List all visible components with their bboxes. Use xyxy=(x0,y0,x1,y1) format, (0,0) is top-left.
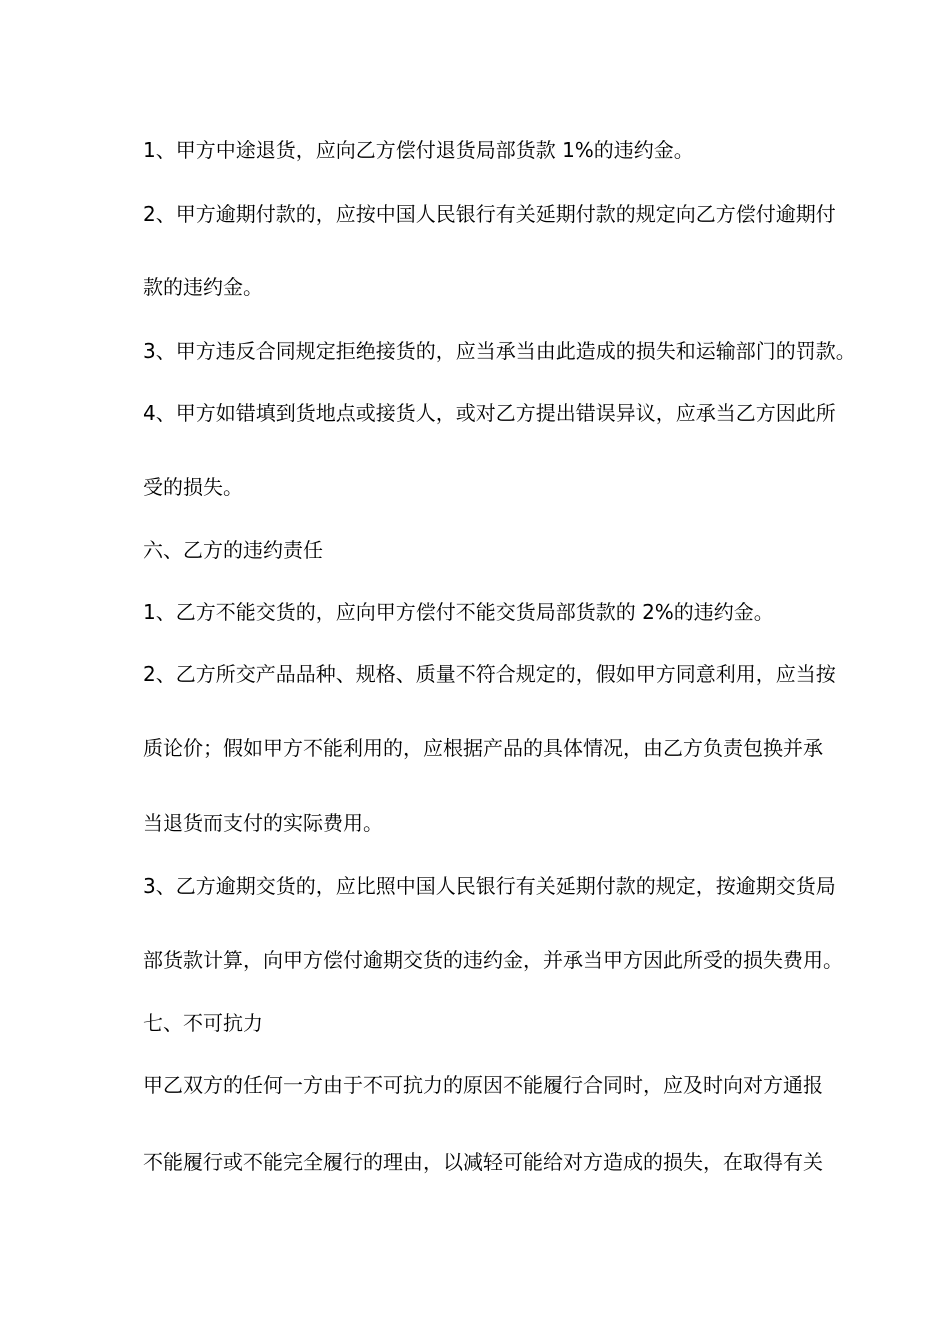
text-line: 2、乙方所交产品品种、规格、质量不符合规定的，假如甲方同意利用，应当按 xyxy=(143,662,836,686)
text-line: 3、乙方逾期交货的，应比照中国人民银行有关延期付款的规定，按逾期交货局 xyxy=(143,874,836,898)
text-line: 2、甲方逾期付款的，应按中国人民银行有关延期付款的规定向乙方偿付逾期付 xyxy=(143,202,836,226)
text-line: 3、甲方违反合同规定拒绝接货的，应当承当由此造成的损失和运输部门的罚款。 xyxy=(143,339,856,363)
section-heading: 七、不可抗力 xyxy=(143,1011,263,1035)
text-line: 甲乙双方的任何一方由于不可抗力的原因不能履行合同时，应及时向对方通报 xyxy=(143,1073,823,1097)
text-line: 1、乙方不能交货的，应向甲方偿付不能交货局部货款的 2%的违约金。 xyxy=(143,600,774,624)
text-line: 款的违约金。 xyxy=(143,275,263,299)
text-line: 4、甲方如错填到货地点或接货人，或对乙方提出错误异议，应承当乙方因此所 xyxy=(143,401,836,425)
text-line: 部货款计算，向甲方偿付逾期交货的违约金，并承当甲方因此所受的损失费用。 xyxy=(143,948,843,972)
text-line: 质论价；假如甲方不能利用的，应根据产品的具体情况，由乙方负责包换并承 xyxy=(143,736,823,760)
section-heading: 六、乙方的违约责任 xyxy=(143,538,323,562)
text-line: 当退货而支付的实际费用。 xyxy=(143,811,383,835)
text-line: 不能履行或不能完全履行的理由，以减轻可能给对方造成的损失，在取得有关 xyxy=(143,1150,823,1174)
text-line: 受的损失。 xyxy=(143,475,243,499)
text-line: 1、甲方中途退货，应向乙方偿付退货局部货款 1%的违约金。 xyxy=(143,138,694,162)
